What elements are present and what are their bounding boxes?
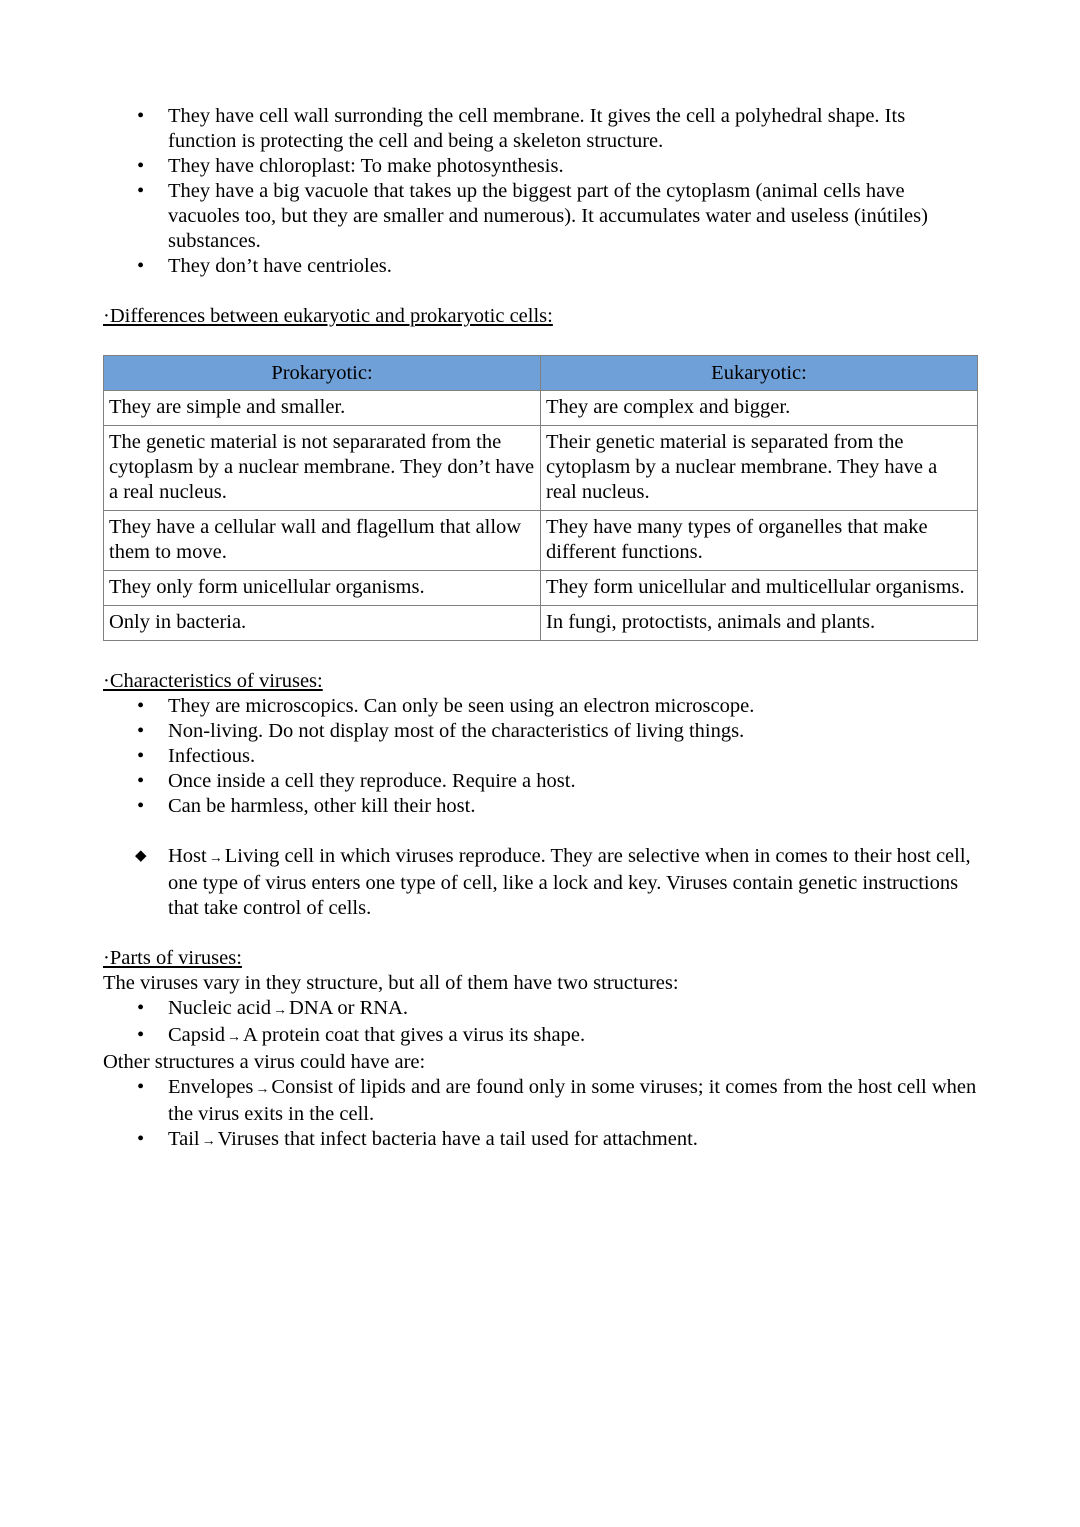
arrow-icon: → [255, 1082, 270, 1097]
term: Envelopes [168, 1076, 254, 1098]
arrow-icon: → [201, 1134, 216, 1149]
list-item: • They don’t have centrioles. [168, 254, 978, 279]
plant-cell-features-list [103, 104, 978, 279]
table-cell: They are complex and bigger. [541, 391, 978, 426]
table-row [104, 426, 978, 511]
definition: Viruses that infect bacteria have a tail used for attachment. [217, 1128, 698, 1150]
table-cell: They only form unicellular organisms. [104, 571, 541, 606]
table-row [104, 511, 978, 571]
table-cell: They form unicellular and multicellular organisms. [541, 571, 978, 606]
table-row [104, 606, 978, 641]
virus-parts-intro: The viruses vary in they structure, but all of them have two structures: [103, 972, 679, 994]
list-item: • They have cell wall surronding the cell membrane. It gives the cell a polyhedral shape. Its function is protecting the cell and being a skeleton structure. [168, 104, 978, 154]
list-item: • Infectious. [168, 744, 978, 769]
differences-heading: ·Differences between eukaryotic and prokaryotic cells: [103, 305, 553, 327]
term: Host [168, 845, 207, 867]
arrow-icon: → [226, 1030, 241, 1045]
table-header-row [104, 356, 978, 391]
list-item [168, 996, 978, 1023]
term: Nucleic acid [168, 997, 272, 1019]
host-definition-list [103, 844, 978, 921]
definition: Living cell in which viruses reproduce. They are selective when in comes to their host cell, one type of virus enters one type of cell, like a lock and key. Viruses contain genetic instructions that take control of cells. [168, 845, 971, 919]
virus-required-parts-list [103, 996, 978, 1050]
virus-other-parts-intro: Other structures a virus could have are: [103, 1051, 426, 1073]
column-header-eukaryotic: Eukaryotic: [541, 356, 978, 391]
definition: Consist of lipids and are found only in some viruses; it comes from the host cell when the virus exits in the cell. [168, 1076, 977, 1125]
list-item: • They are microscopics. Can only be seen using an electron microscope. [168, 694, 978, 719]
virus-characteristics-list [103, 694, 978, 819]
arrow-icon: → [208, 851, 223, 866]
virus-characteristics-heading: ·Characteristics of viruses: [103, 670, 323, 692]
term: Capsid [168, 1024, 225, 1046]
list-item: • Non-living. Do not display most of the characteristics of living things. [168, 719, 978, 744]
list-item: • They have chloroplast: To make photosynthesis. [168, 154, 978, 179]
table-cell: The genetic material is not separarated from the cytoplasm by a nuclear membrane. They don’t have a real nucleus. [104, 426, 541, 511]
list-item: • Once inside a cell they reproduce. Require a host. [168, 769, 978, 794]
column-header-prokaryotic: Prokaryotic: [104, 356, 541, 391]
list-item [168, 1127, 978, 1154]
list-item [168, 1023, 978, 1050]
host-definition [168, 844, 978, 921]
definition: DNA or RNA. [289, 997, 409, 1019]
document-page [103, 104, 978, 1154]
arrow-icon: → [273, 1003, 288, 1018]
virus-optional-parts-list [103, 1075, 978, 1154]
table-cell: Their genetic material is separated from the cytoplasm by a nuclear membrane. They have a real nucleus. [541, 426, 978, 511]
list-item: • They have a big vacuole that takes up the biggest part of the cytoplasm (animal cells have vacuoles too, but they are smaller and numerous). It accumulates water and useless (inútiles) substances. [168, 179, 978, 254]
table-row [104, 391, 978, 426]
definition: A protein coat that gives a virus its shape. [242, 1024, 586, 1046]
virus-parts-heading: ·Parts of viruses: [103, 947, 242, 969]
table-cell: They have a cellular wall and flagellum that allow them to move. [104, 511, 541, 571]
table-cell: In fungi, protoctists, animals and plants. [541, 606, 978, 641]
differences-table [103, 355, 978, 641]
list-item [168, 1075, 978, 1127]
table-row [104, 571, 978, 606]
table-cell: They have many types of organelles that make different functions. [541, 511, 978, 571]
table-cell: Only in bacteria. [104, 606, 541, 641]
list-item: • Can be harmless, other kill their host. [168, 794, 978, 819]
table-cell: They are simple and smaller. [104, 391, 541, 426]
term: Tail [168, 1128, 200, 1150]
